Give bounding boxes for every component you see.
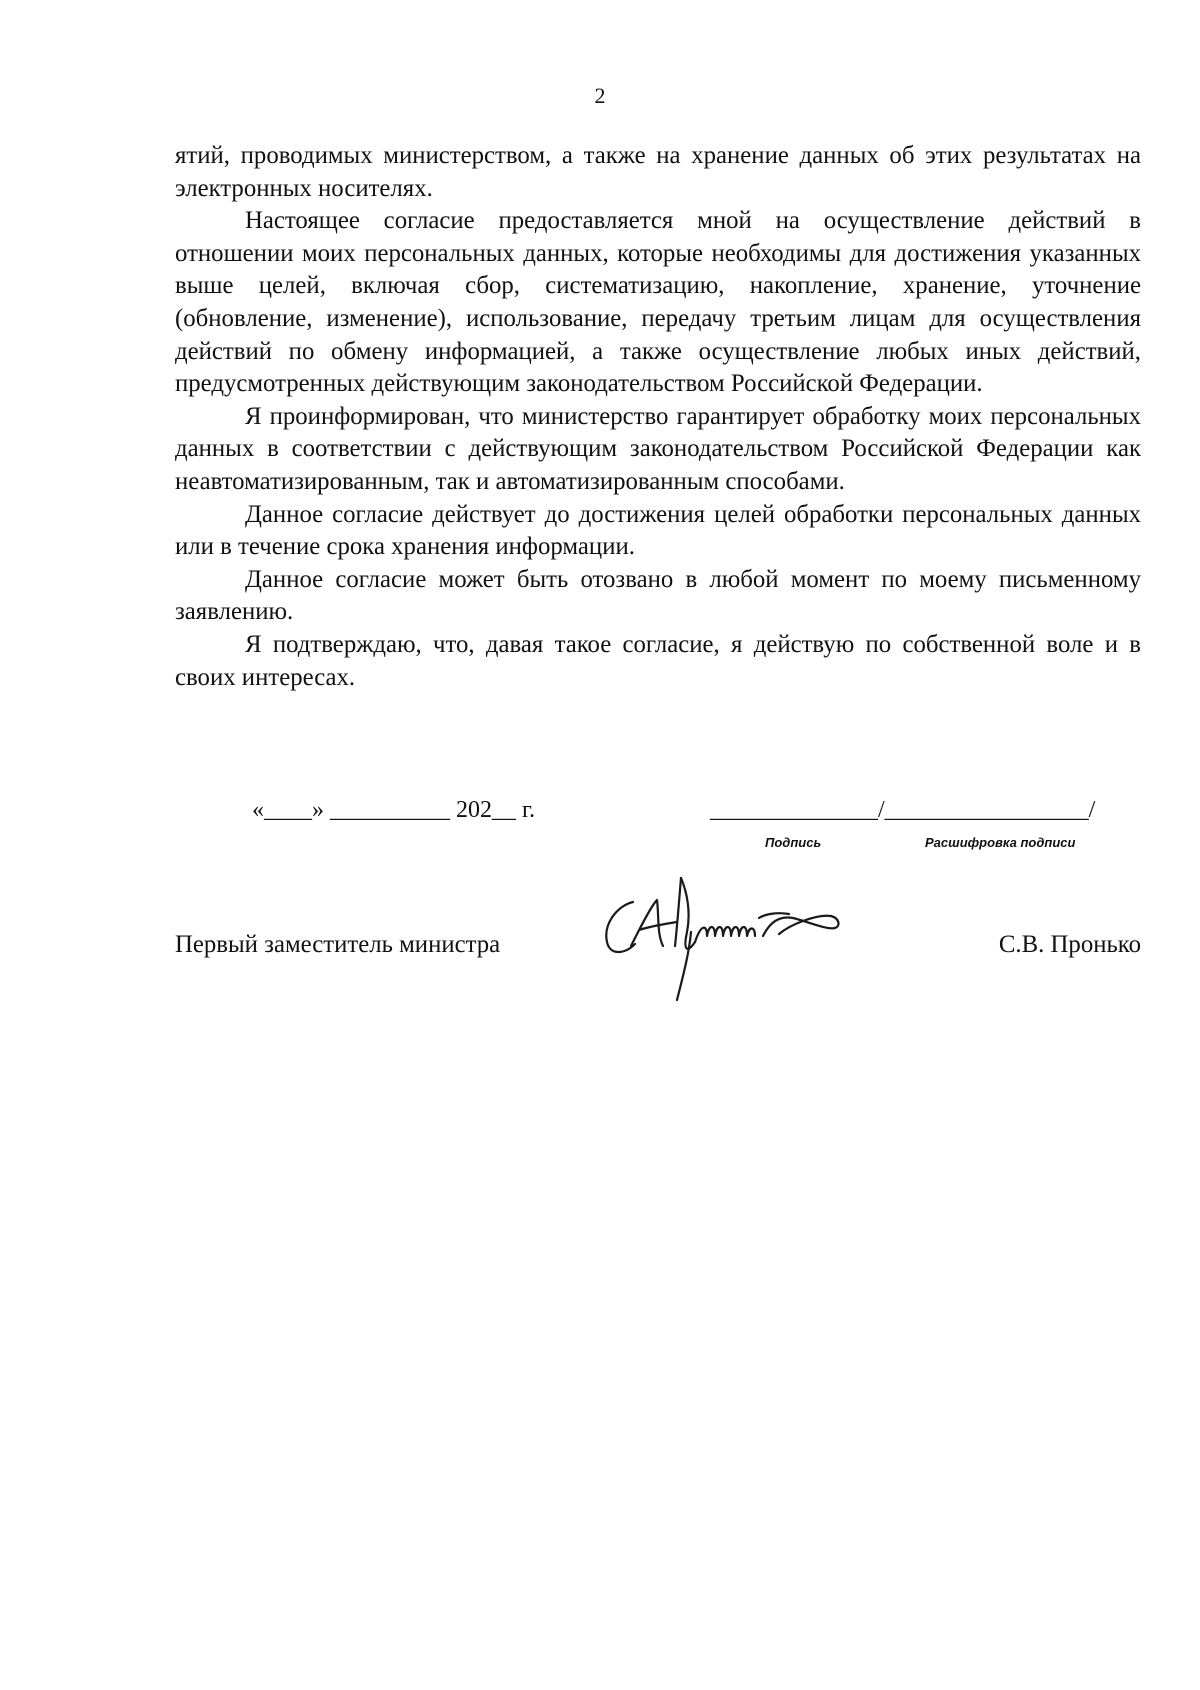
signature-caption: Подпись [765,835,822,850]
decryption-caption: Расшифровка подписи [925,835,1076,850]
paragraph-confirmation: Я подтверждаю, что, давая такое согласие, я действую по собственной воле и в своих интересах. [175,630,1141,691]
page-number: 2 [594,83,606,108]
paragraph-revocation: Данное согласие может быть отозвано в любой момент по моему письменному заявлению. [175,565,1141,626]
handwritten-signature [595,872,915,1002]
body-text [175,140,1141,694]
paragraph-continuation: ятий, проводимых министерством, а также на хранение данных об этих результатах на электронных носителях. [175,142,1141,202]
signature-fields: ______________/_________________/ [710,797,1096,823]
paragraph-validity: Данное согласие действует до достижения целей обработки персональных данных или в течение срока хранения информации. [175,500,1141,561]
paragraph-consent-scope: Настоящее согласие предоставляется мной на осуществление действий в отношении моих персональных данных, которые необходимы для достижения указанных выше целей, включая сбор, систематизацию, накопление, хранение, уточнение (обновление, изменение), использование, передачу третьим лицам для осуществления действий по обмену информацией, а также осуществление любых иных действий, предусмотренных действующим законодательством Российской Федерации. [175,207,1141,398]
paragraph-processing-guarantee: Я проинформирован, что министерство гарантирует обработку моих персональных данных в соответствии с действующим законодательством Российской Федерации как неавтоматизированным, так и автоматизированным способами. [175,402,1141,495]
signer-position: Первый заместитель министра [175,931,501,958]
date-line: «____» __________ 202__ г. [252,797,536,823]
signer-name: С.В. Пронько [998,931,1141,958]
